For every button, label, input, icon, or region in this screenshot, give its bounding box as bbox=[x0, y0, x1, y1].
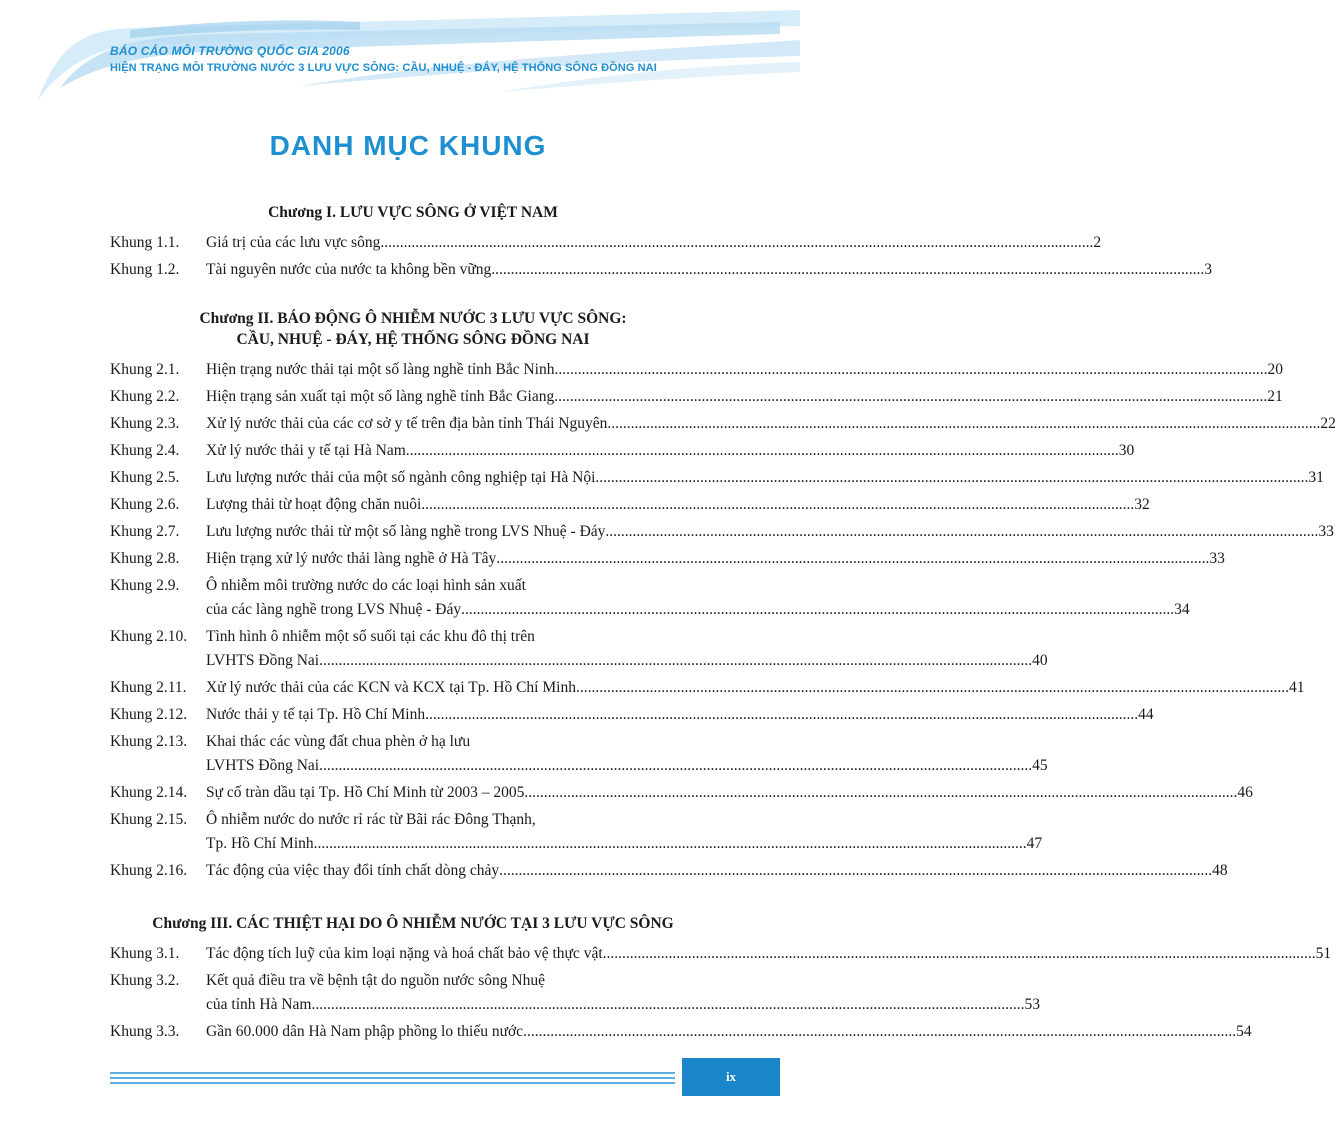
toc-dot-leader bbox=[406, 439, 1119, 463]
toc-dot-leader bbox=[554, 385, 1267, 409]
chapter-heading-line: Chương III. CÁC THIỆT HẠI DO Ô NHIỄM NƯỚC TẠI 3 LƯU VỰC SÔNG bbox=[152, 915, 674, 932]
toc-entry-number: Khung 1.2. bbox=[110, 261, 180, 278]
toc-page-number: 31 bbox=[1308, 469, 1324, 486]
toc-entry-number: Khung 2.7. bbox=[110, 523, 180, 540]
toc-entry-number: Khung 2.4. bbox=[110, 442, 180, 459]
toc-entry-title: Tác động tích luỹ của kim loại nặng và hoá chất bảo vệ thực vật bbox=[206, 945, 603, 962]
toc-page-number: 53 bbox=[1024, 996, 1040, 1013]
toc-entry-number: Khung 3.1. bbox=[110, 945, 180, 962]
toc-dot-leader bbox=[603, 942, 1316, 966]
chapter-heading bbox=[110, 308, 716, 350]
toc-entry[interactable] bbox=[110, 781, 1253, 805]
toc-entry-title: Sự cố tràn dầu tại Tp. Hồ Chí Minh từ 2003 – 2005 bbox=[206, 784, 525, 801]
toc-dot-leader bbox=[380, 231, 1093, 255]
toc-entry[interactable] bbox=[110, 730, 1048, 778]
toc-entry[interactable] bbox=[110, 859, 1228, 883]
toc-dot-leader bbox=[319, 754, 1032, 778]
toc-entry-number: Khung 2.10. bbox=[110, 628, 188, 645]
toc-page-number: 40 bbox=[1032, 652, 1048, 669]
toc-dot-leader bbox=[576, 676, 1289, 700]
toc-entry-title: Lưu lượng nước thải của một số ngành công nghiệp tại Hà Nội bbox=[206, 469, 596, 486]
toc-entry-title: Tp. Hồ Chí Minh bbox=[206, 835, 314, 852]
toc-dot-leader bbox=[607, 412, 1320, 436]
toc-entry[interactable] bbox=[110, 574, 1190, 622]
toc-entry-number: Khung 2.12. bbox=[110, 706, 188, 723]
toc-entry-title: Nước thải y tế tại Tp. Hồ Chí Minh bbox=[206, 706, 426, 723]
toc-page-number: 54 bbox=[1236, 1023, 1252, 1040]
toc-dot-leader bbox=[319, 649, 1032, 673]
toc-entry-number: Khung 2.13. bbox=[110, 733, 188, 750]
toc-entry-title: Xử lý nước thải của các KCN và KCX tại Tp. Hồ Chí Minh bbox=[206, 679, 576, 696]
toc-dot-leader bbox=[595, 466, 1308, 490]
toc-entry-number: Khung 2.8. bbox=[110, 550, 180, 567]
toc-entry[interactable] bbox=[110, 258, 1212, 282]
toc-page-number: 3 bbox=[1204, 261, 1212, 278]
toc-page-number: 51 bbox=[1315, 945, 1332, 962]
chapter-heading bbox=[110, 913, 716, 934]
toc-entry-number: Khung 2.14. bbox=[110, 784, 188, 801]
toc-page-number: 33 bbox=[1318, 523, 1334, 540]
toc-entry-title: Hiện trạng nước thải tại một số làng nghề tỉnh Bắc Ninh bbox=[206, 361, 555, 378]
toc-page-number: 46 bbox=[1237, 784, 1253, 801]
toc-page-number: 21 bbox=[1267, 388, 1283, 405]
toc-entry[interactable] bbox=[110, 412, 1336, 436]
toc-page-number: 44 bbox=[1138, 706, 1154, 723]
toc-entry-number: Khung 2.6. bbox=[110, 496, 180, 513]
toc-dot-leader bbox=[523, 1020, 1236, 1044]
toc-entry-title: Tác động của việc thay đổi tính chất dòng chảy bbox=[206, 862, 500, 879]
toc-entry-number: Khung 1.1. bbox=[110, 234, 180, 251]
toc-entry[interactable] bbox=[110, 969, 1040, 1017]
toc-entry[interactable] bbox=[110, 625, 1048, 673]
toc-entry-title: của các làng nghề trong LVS Nhuệ - Đáy bbox=[206, 601, 462, 618]
toc-dot-leader bbox=[491, 258, 1204, 282]
toc-entry-title: Kết quả điều tra về bệnh tật do nguồn nước sông Nhuệ bbox=[206, 972, 546, 989]
toc-entry-title: LVHTS Đồng Nai bbox=[206, 652, 320, 669]
page-title: DANH MỤC KHUNG bbox=[269, 130, 547, 161]
toc-entry-title: Ô nhiễm môi trường nước do các loại hình sản xuất bbox=[206, 577, 526, 594]
toc-entry[interactable] bbox=[110, 1020, 1252, 1044]
toc-entry-number: Khung 2.2. bbox=[110, 388, 180, 405]
toc-entry[interactable] bbox=[110, 231, 1102, 255]
toc-entry[interactable] bbox=[110, 808, 1043, 856]
toc-dot-leader bbox=[605, 520, 1318, 544]
toc-entry-title: Giá trị của các lưu vực sông bbox=[206, 234, 381, 251]
toc-entry-number: Khung 2.16. bbox=[110, 862, 188, 879]
toc-entry[interactable] bbox=[110, 358, 1283, 382]
toc-page-number: 2 bbox=[1093, 234, 1102, 251]
toc-entry-number: Khung 3.2. bbox=[110, 972, 180, 989]
toc-entry-title: Lưu lượng nước thải từ một số làng nghề trong LVS Nhuệ - Đáy bbox=[206, 523, 606, 540]
toc-dot-leader bbox=[461, 598, 1174, 622]
header-report-title: BÁO CÁO MÔI TRƯỜNG QUỐC GIA 2006 bbox=[110, 44, 350, 58]
toc-dot-leader bbox=[311, 993, 1024, 1017]
toc-entry-title: LVHTS Đồng Nai bbox=[206, 757, 320, 774]
header-report-subtitle: HIỆN TRẠNG MÔI TRƯỜNG NƯỚC 3 LƯU VỰC SÔNG: CẦU, NHUỆ - ĐÁY, HỆ THỐNG SÔNG ĐỒNG NAI bbox=[110, 62, 657, 74]
toc-page-number: 41 bbox=[1288, 679, 1305, 696]
toc-entry[interactable] bbox=[110, 676, 1305, 700]
page-number-badge: ix bbox=[682, 1058, 780, 1096]
toc-entry-title: Tình hình ô nhiễm một số suối tại các khu đô thị trên bbox=[206, 628, 535, 645]
toc-page-number: 47 bbox=[1026, 835, 1043, 852]
toc-entry-number: Khung 2.15. bbox=[110, 811, 188, 828]
toc-entry[interactable] bbox=[110, 703, 1154, 727]
chapter-heading-line: Chương II. BÁO ĐỘNG Ô NHIỄM NƯỚC 3 LƯU VỰC SÔNG: bbox=[199, 310, 627, 327]
toc-dot-leader bbox=[496, 547, 1209, 571]
chapter-section bbox=[110, 308, 1336, 883]
toc-entry-number: Khung 2.9. bbox=[110, 577, 180, 594]
toc-page-number: 45 bbox=[1032, 757, 1048, 774]
toc-entry[interactable] bbox=[110, 547, 1225, 571]
toc-entry-title: Lượng thải từ hoạt động chăn nuôi bbox=[206, 496, 422, 513]
toc-page-number: 30 bbox=[1118, 442, 1135, 459]
toc-entry-title: Tài nguyên nước của nước ta không bền vững bbox=[206, 261, 492, 278]
toc-page-number: 20 bbox=[1267, 361, 1283, 378]
chapter-heading bbox=[110, 202, 716, 223]
toc-entry-title: Hiện trạng sản xuất tại một số làng nghề tỉnh Bắc Giang bbox=[206, 388, 555, 405]
toc-entry-title: Khai thác các vùng đất chua phèn ở hạ lưu bbox=[206, 733, 471, 750]
toc-page-number: 32 bbox=[1134, 496, 1150, 513]
toc-page-number: 22 bbox=[1320, 415, 1336, 432]
toc-entry-number: Khung 2.11. bbox=[110, 679, 187, 696]
footer-divider bbox=[110, 1072, 675, 1087]
toc-entry-number: Khung 2.1. bbox=[110, 361, 180, 378]
toc-dot-leader bbox=[421, 493, 1134, 517]
table-of-contents bbox=[110, 202, 1336, 1047]
chapter-heading-line: CẦU, NHUỆ - ĐÁY, HỆ THỐNG SÔNG ĐỒNG NAI bbox=[236, 331, 590, 348]
toc-entry[interactable] bbox=[110, 520, 1334, 544]
toc-entry-number: Khung 2.3. bbox=[110, 415, 180, 432]
toc-entry[interactable] bbox=[110, 942, 1332, 966]
toc-entry-title: của tỉnh Hà Nam bbox=[206, 996, 312, 1013]
toc-page-number: 48 bbox=[1212, 862, 1228, 879]
toc-entry[interactable] bbox=[110, 466, 1324, 490]
toc-entry-number: Khung 2.5. bbox=[110, 469, 180, 486]
toc-dot-leader bbox=[555, 358, 1268, 382]
toc-entry[interactable] bbox=[110, 439, 1135, 463]
toc-page-number: 33 bbox=[1209, 550, 1225, 567]
toc-dot-leader bbox=[499, 859, 1212, 883]
toc-entry[interactable] bbox=[110, 493, 1150, 517]
toc-dot-leader bbox=[425, 703, 1138, 727]
toc-dot-leader bbox=[524, 781, 1237, 805]
toc-entry-title: Gần 60.000 dân Hà Nam phập phồng lo thiếu nước bbox=[206, 1023, 524, 1040]
chapter-section bbox=[110, 913, 1332, 1044]
toc-page-number: 34 bbox=[1174, 601, 1190, 618]
toc-entry-title: Hiện trạng xử lý nước thải làng nghề ở Hà Tây bbox=[206, 550, 497, 567]
toc-entry[interactable] bbox=[110, 385, 1283, 409]
toc-entry-number: Khung 3.3. bbox=[110, 1023, 180, 1040]
chapter-heading-line: Chương I. LƯU VỰC SÔNG Ở VIỆT NAM bbox=[268, 204, 558, 221]
toc-dot-leader bbox=[314, 832, 1027, 856]
toc-entry-title: Xử lý nước thải của các cơ sở y tế trên địa bàn tỉnh Thái Nguyên bbox=[206, 415, 608, 432]
chapter-section bbox=[110, 202, 1212, 282]
toc-entry-title: Ô nhiễm nước do nước rỉ rác từ Bãi rác Đông Thạnh, bbox=[206, 811, 536, 828]
toc-entry-title: Xử lý nước thải y tế tại Hà Nam bbox=[206, 442, 406, 459]
